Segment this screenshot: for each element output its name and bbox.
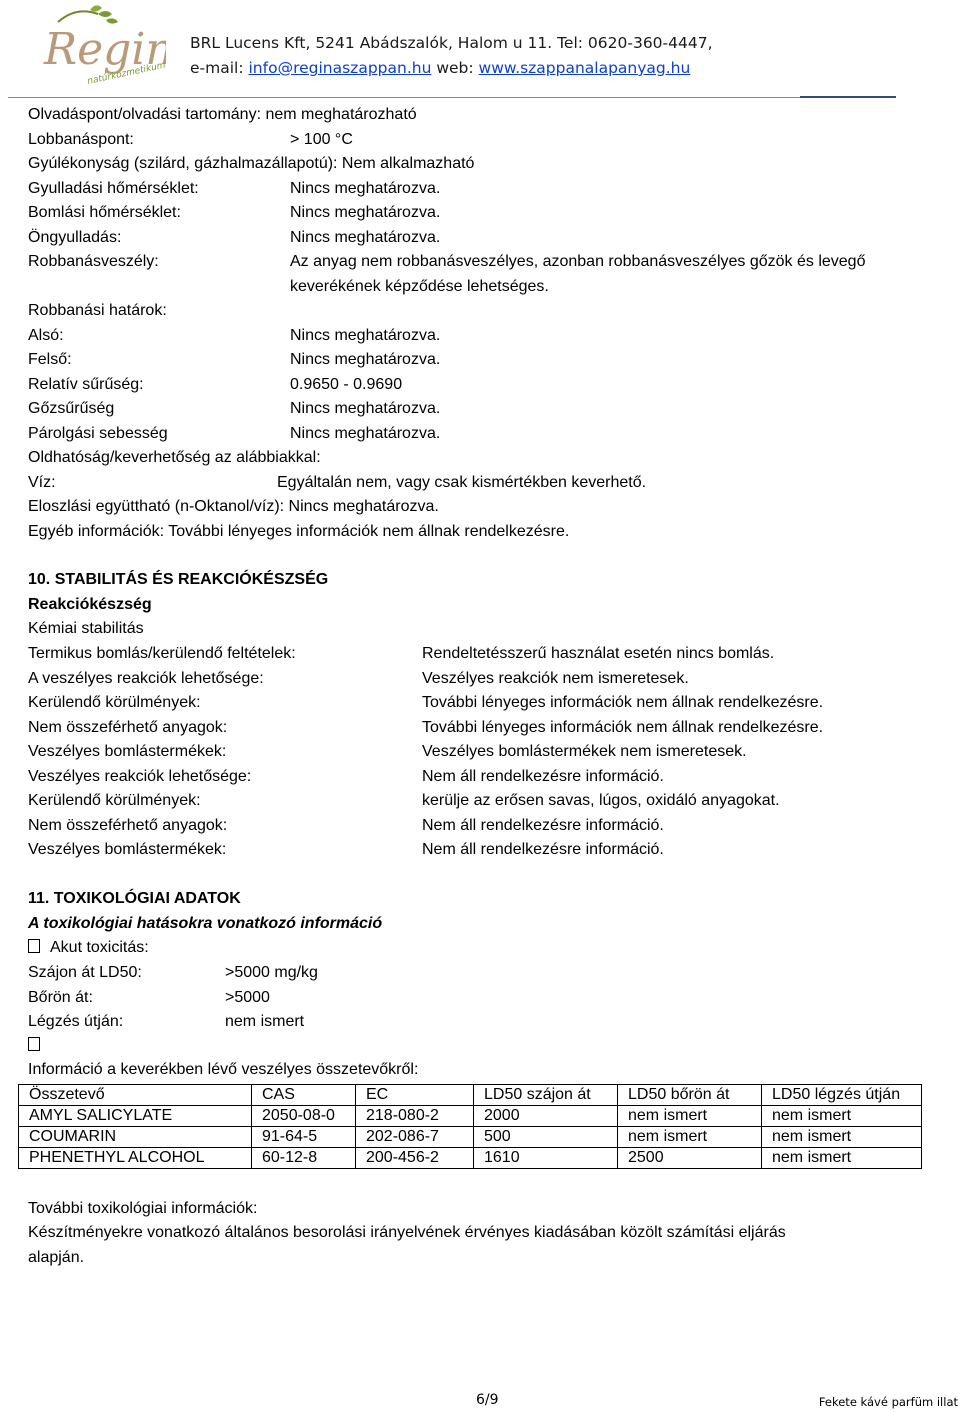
- table-header-row: [19, 1085, 922, 1106]
- mixture-info-heading: Információ a keverékben lévő veszélyes összetevőkről:: [28, 1061, 419, 1078]
- section10-subtitle: Reakciókészség: [28, 596, 152, 613]
- stability-value: További lényeges információk nem állnak rendelkezésre.: [422, 694, 824, 711]
- property-value: Nincs meghatározva.: [290, 326, 441, 344]
- stability-value: További lényeges információk nem állnak rendelkezésre.: [422, 718, 824, 736]
- stability-label: Veszélyes bomlástermékek:: [28, 841, 227, 858]
- table-cell: 500: [474, 1127, 618, 1148]
- property-value: Nincs meghatározva.: [290, 400, 441, 417]
- email-label: e-mail:: [190, 59, 249, 77]
- stability-value: Nem áll rendelkezésre információ.: [422, 767, 664, 785]
- stability-label: Nem összeférhető anyagok:: [28, 816, 228, 834]
- checkbox-bullet-icon: [28, 939, 40, 953]
- property-value: Nincs meghatározva.: [290, 228, 441, 246]
- stability-label: Veszélyes reakciók lehetősége:: [28, 767, 252, 785]
- property-value: Egyáltalán nem, vagy csak kismértékben keverhető.: [277, 473, 647, 491]
- section11-subtitle: A toxikológiai hatásokra vonatkozó információ: [28, 915, 383, 932]
- property-label: Eloszlási együttható (n-Oktanol/víz): Nincs meghatározva.: [28, 498, 439, 515]
- property-label: Robbanási határok:: [28, 302, 167, 319]
- table-cell: 202-086-7: [356, 1127, 474, 1148]
- stability-value: Rendeltetésszerű használat esetén nincs bomlás.: [422, 645, 775, 662]
- header-accent-divider: [800, 96, 896, 98]
- toxicity-label: Bőrön át:: [28, 988, 93, 1006]
- stability-label: Kerülendő körülmények:: [28, 694, 201, 711]
- table-cell: 91-64-5: [252, 1127, 356, 1148]
- toxicity-value: nem ismert: [225, 1013, 305, 1030]
- section10-intro: Kémiai stabilitás: [28, 620, 144, 637]
- stability-label: Kerülendő körülmények:: [28, 792, 201, 809]
- stability-value: Veszélyes reakciók nem ismeretesek.: [422, 669, 689, 687]
- table-cell: nem ismert: [618, 1127, 762, 1148]
- property-label: Alsó:: [28, 326, 64, 344]
- table-cell: 2050-08-0: [252, 1106, 356, 1127]
- further-toxicology-text-line1: Készítményekre vonatkozó általános besorolási irányelvének érvényes kiadásában közölt számítási eljárás: [28, 1224, 786, 1241]
- table-cell: 2500: [618, 1148, 762, 1169]
- property-value: Az anyag nem robbanásveszélyes, azonban robbanásveszélyes gőzök és levegő: [290, 253, 866, 270]
- table-row: [19, 1127, 922, 1148]
- property-label: Felső:: [28, 351, 72, 368]
- table-cell: 218-080-2: [356, 1106, 474, 1127]
- acute-toxicity-label: Akut toxicitás:: [50, 939, 149, 956]
- property-value: keverékének képződése lehetséges.: [290, 277, 549, 295]
- table-cell: AMYL SALICYLATE: [19, 1106, 252, 1127]
- acute-toxicity-line: [28, 936, 149, 960]
- property-label: Öngyulladás:: [28, 228, 122, 246]
- stability-label: Veszélyes bomlástermékek:: [28, 743, 227, 760]
- company-logo: [36, 4, 166, 94]
- empty-bullet-line: [28, 1034, 50, 1058]
- table-header-cell: LD50 bőrön át: [618, 1085, 762, 1106]
- web-label: web:: [431, 59, 479, 77]
- toxicity-value: >5000: [225, 988, 270, 1006]
- table-cell: 1610: [474, 1148, 618, 1169]
- further-toxicology-label: További toxikológiai információk:: [28, 1200, 258, 1217]
- checkbox-bullet-icon: [28, 1037, 40, 1051]
- table-header-cell: EC: [356, 1085, 474, 1106]
- property-label: Olvadáspont/olvadási tartomány: nem meghatározható: [28, 106, 417, 123]
- toxicity-label: Légzés útján:: [28, 1013, 124, 1030]
- table-cell: 2000: [474, 1106, 618, 1127]
- stability-value: Nem áll rendelkezésre információ.: [422, 841, 664, 858]
- property-label: Gyúlékonyság (szilárd, gázhalmazállapotú): Nem alkalmazható: [28, 155, 475, 172]
- hazardous-components-table: [18, 1084, 922, 1169]
- further-toxicology-text-line2: alapján.: [28, 1249, 85, 1266]
- property-label: Oldhatóság/keverhetőség az alábbiakkal:: [28, 449, 321, 466]
- stability-value: kerülje az erősen savas, lúgos, oxidáló anyagokat.: [422, 792, 780, 809]
- logo-tagline: natúrkozmetikum: [86, 60, 166, 87]
- table-header-cell: LD50 légzés útján: [762, 1085, 922, 1106]
- table-cell: 200-456-2: [356, 1148, 474, 1169]
- contact-line: [190, 59, 690, 77]
- property-label: Lobbanáspont:: [28, 130, 134, 148]
- table-header-cell: CAS: [252, 1085, 356, 1106]
- property-value: Nincs meghatározva.: [290, 179, 441, 197]
- table-cell: 60-12-8: [252, 1148, 356, 1169]
- stability-value: Nem áll rendelkezésre információ.: [422, 816, 664, 834]
- email-link[interactable]: info@reginaszappan.hu: [248, 59, 432, 77]
- property-label: Párolgási sebesség: [28, 424, 168, 442]
- section10-title: 10. STABILITÁS ÉS REAKCIÓKÉSZSÉG: [28, 571, 329, 588]
- property-label: Gyulladási hőmérséklet:: [28, 179, 199, 197]
- table-cell: COUMARIN: [19, 1127, 252, 1148]
- stability-label: Nem összeférhető anyagok:: [28, 718, 228, 736]
- page-number: 6/9: [476, 1392, 499, 1408]
- property-value: 0.9650 - 0.9690: [290, 375, 403, 393]
- property-label: Gőzsűrűség: [28, 400, 115, 417]
- product-name: Fekete kávé parfüm illat: [818, 1395, 958, 1409]
- regina-logo-mark: [36, 4, 166, 94]
- table-header-cell: Összetevő: [19, 1085, 252, 1106]
- table-header-cell: LD50 szájon át: [474, 1085, 618, 1106]
- property-value: Nincs meghatározva.: [290, 424, 441, 442]
- table-cell: nem ismert: [762, 1127, 922, 1148]
- property-label: Egyéb információk: További lényeges információk nem állnak rendelkezésre.: [28, 522, 570, 540]
- property-value: Nincs meghatározva.: [290, 351, 441, 368]
- table-cell: nem ismert: [762, 1106, 922, 1127]
- company-address-line: BRL Lucens Kft, 5241 Abádszalók, Halom u 11. Tel: 0620-360-4447,: [190, 34, 713, 52]
- table-row: [19, 1148, 922, 1169]
- toxicity-value: >5000 mg/kg: [225, 964, 318, 981]
- table-cell: nem ismert: [762, 1148, 922, 1169]
- table-row: [19, 1106, 922, 1127]
- section11-title: 11. TOXIKOLÓGIAI ADATOK: [28, 890, 241, 907]
- table-cell: PHENETHYL ALCOHOL: [19, 1148, 252, 1169]
- property-value: Nincs meghatározva.: [290, 204, 441, 221]
- property-label: Víz:: [28, 473, 56, 491]
- stability-label: Termikus bomlás/kerülendő feltételek:: [28, 645, 296, 662]
- toxicity-label: Szájon át LD50:: [28, 964, 142, 981]
- property-value: > 100 °C: [290, 130, 353, 148]
- stability-value: Veszélyes bomlástermékek nem ismeretesek.: [422, 743, 747, 760]
- property-label: Relatív sűrűség:: [28, 375, 144, 393]
- web-link[interactable]: www.szappanalapanyag.hu: [478, 59, 691, 77]
- property-label: Bomlási hőmérséklet:: [28, 204, 181, 221]
- header-divider: [8, 97, 896, 98]
- property-label: Robbanásveszély:: [28, 253, 159, 270]
- logo-text: Regi: [44, 24, 146, 75]
- stability-label: A veszélyes reakciók lehetősége:: [28, 669, 264, 687]
- table-cell: nem ismert: [618, 1106, 762, 1127]
